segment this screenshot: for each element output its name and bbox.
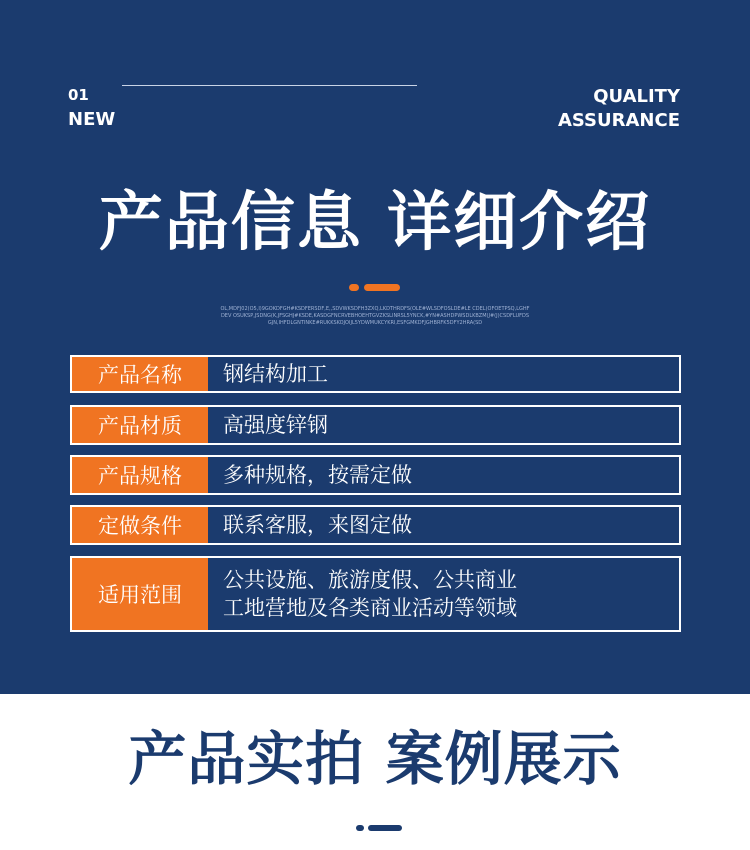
info-row-scope [70, 556, 681, 632]
info-row-value-line: 工地营地及各类商业活动等领域 [223, 596, 517, 620]
info-row-value-line: 钢结构加工 [223, 362, 328, 386]
info-row-label: 产品规格 [72, 457, 208, 493]
info-row-value [208, 558, 679, 630]
info-row-name [70, 355, 681, 393]
info-row-value-line: 公共设施、旅游度假、公共商业 [223, 568, 517, 592]
info-row-value [208, 507, 679, 543]
new-tag [68, 86, 115, 132]
section-accent-bar [368, 825, 402, 831]
info-row-material [70, 405, 681, 445]
info-row-value-line: 联系客服，来图定做 [223, 513, 412, 537]
section-number: 01 [68, 86, 89, 104]
assurance-label: ASSURANCE [557, 110, 680, 131]
section-accent-dot [356, 825, 364, 831]
main-title: 产品信息 详细介绍 [98, 186, 652, 260]
info-row-value-line: 多种规格，按需定做 [223, 463, 412, 487]
info-row-value [208, 407, 679, 443]
decorative-small-text: OL,MDFJ02(O5,I)9GOKDFGH#KSDFERSDF,E,,SDVWKSDFH3ZXQ,LKDTHRDFS(OLE#WLSDFOSLDE#LE CDEL(OFOETPSQ,LGHFDEV OSUKSP,JSDNG(K,JFSGHJ#KSDE,KASDGFNCRVEBHOEHTGVZKSLINRSL5YNCK,#YN#ASHDPWSDLKBZM(J#(J)CSDFLUFDSGJN,IHFDLGNTINKE#RUKKSKOJOIJL5YDWMUKCYKRI,ESFGMKDFJGHBRFK5DFY2HRA(SD [220, 306, 530, 326]
info-row-label: 产品材质 [72, 407, 208, 443]
info-row-value [208, 357, 679, 391]
info-row-label: 产品名称 [72, 357, 208, 391]
info-row-value [208, 457, 679, 493]
info-row-label: 适用范围 [72, 558, 208, 630]
new-label: NEW [68, 109, 116, 130]
title-accent-bar [364, 284, 400, 291]
quality-label: QUALITY [593, 86, 680, 107]
info-row-spec [70, 455, 681, 495]
info-row-value-line: 高强度锌钢 [223, 413, 328, 437]
quality-tag [558, 85, 680, 133]
section-title: 产品实拍 案例展示 [128, 725, 622, 793]
header-divider [122, 85, 417, 86]
title-accent-dot [349, 284, 359, 291]
info-row-label: 定做条件 [72, 507, 208, 543]
info-row-custom [70, 505, 681, 545]
